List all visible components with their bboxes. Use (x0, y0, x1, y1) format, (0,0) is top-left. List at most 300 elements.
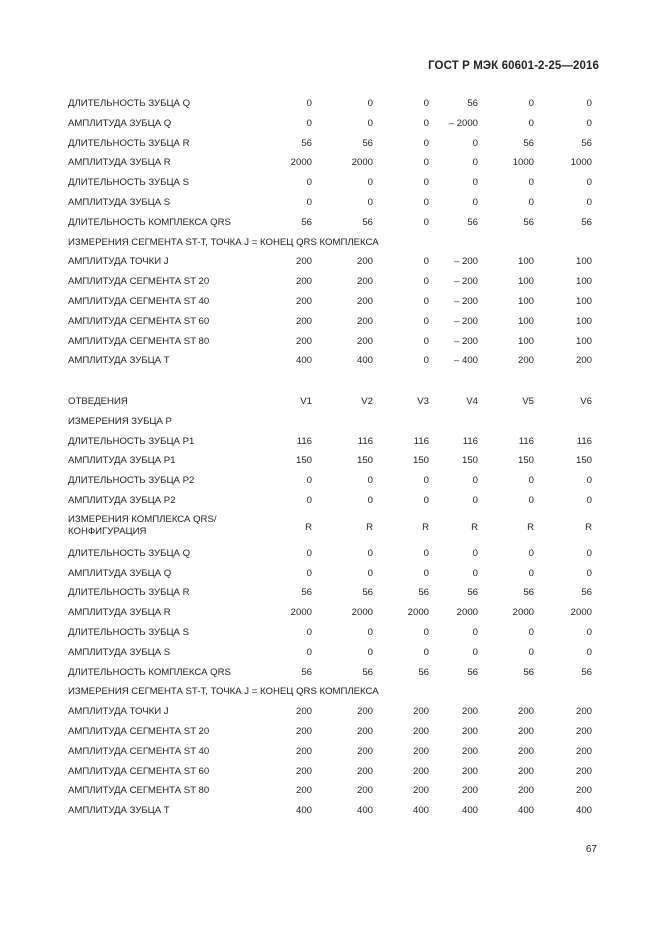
row-label: АМПЛИТУДА ТОЧКИ J (68, 706, 169, 718)
cell-value: 0 (306, 117, 312, 129)
table-row (68, 153, 595, 173)
cell-value: 116 (576, 435, 592, 447)
cell-value: 56 (301, 137, 312, 149)
cell-value: 200 (356, 785, 373, 797)
cell-value: R (422, 521, 429, 533)
cell-value: 0 (528, 646, 534, 658)
cell-value: 0 (306, 646, 312, 658)
cell-value: 200 (461, 785, 478, 797)
cell-value: V1 (300, 396, 312, 407)
cell-value: 0 (472, 157, 478, 169)
cell-value: 56 (362, 137, 373, 149)
cell-value: 0 (586, 547, 592, 559)
row-label: АМПЛИТУДА СЕГМЕНТА ST 40 (68, 295, 210, 307)
row-label: АМПЛИТУДА СЕГМЕНТА ST 80 (68, 335, 210, 347)
cell-value: 2000 (290, 157, 312, 169)
cell-value: V5 (522, 396, 534, 407)
table-row (68, 583, 595, 603)
cell-value: – 400 (453, 355, 478, 367)
row-label: АМПЛИТУДА ЗУБЦА P1 (68, 455, 176, 467)
cell-value: 56 (467, 98, 478, 109)
cell-value: 400 (356, 355, 373, 367)
cell-value: 0 (586, 196, 592, 208)
table-row (68, 781, 595, 801)
cell-value: 150 (517, 455, 534, 467)
table-row (68, 511, 595, 544)
cell-value: 100 (517, 256, 534, 268)
row-values (68, 213, 595, 233)
row-values (68, 332, 595, 352)
row-label: ОТВЕДЕНИЯ (68, 396, 128, 407)
cell-value: 200 (356, 256, 373, 268)
cell-value: – 200 (453, 276, 478, 288)
cell-value: 200 (295, 745, 312, 757)
row-label: ДЛИТЕЛЬНОСТЬ ЗУБЦА S (68, 626, 189, 638)
row-values (68, 292, 595, 312)
row-values (68, 801, 595, 821)
cell-value: V3 (417, 396, 429, 407)
cell-value: 0 (423, 276, 429, 288)
row-label: ИЗМЕРЕНИЯ СЕГМЕНТА ST-T, ТОЧКА J = КОНЕЦ QRS КОМПЛЕКСА (68, 686, 379, 698)
cell-value: 100 (575, 276, 592, 288)
table-row (68, 114, 595, 134)
cell-value: 0 (423, 494, 429, 506)
cell-value: 116 (357, 435, 373, 447)
cell-value: 0 (528, 567, 534, 579)
table-row (68, 762, 595, 782)
row-label: ИЗМЕРЕНИЯ ЗУБЦА P (68, 415, 172, 427)
cell-value: 56 (301, 666, 312, 678)
cell-value: 0 (423, 646, 429, 658)
table-row (68, 312, 595, 332)
cell-value: 2000 (290, 607, 312, 619)
table-row (68, 722, 595, 742)
table-row (68, 682, 595, 702)
cell-value: 0 (528, 117, 534, 129)
table-row (68, 544, 595, 564)
cell-value: 0 (306, 475, 312, 487)
row-label: ИЗМЕРЕНИЯ КОМПЛЕКСА QRS/КОНФИГУРАЦИЯ (68, 513, 217, 537)
row-values (68, 94, 595, 114)
row-label: ДЛИТЕЛЬНОСТЬ ЗУБЦА P1 (68, 435, 195, 447)
cell-value: 0 (528, 494, 534, 506)
cell-value: R (366, 521, 373, 533)
row-label: АМПЛИТУДА ЗУБЦА T (68, 805, 170, 817)
row-label: АМПЛИТУДА ЗУБЦА P2 (68, 494, 176, 506)
row-label: ДЛИТЕЛЬНОСТЬ ЗУБЦА R (68, 137, 190, 149)
cell-value: 0 (528, 475, 534, 487)
cell-value: 56 (362, 216, 373, 228)
row-values (68, 603, 595, 623)
cell-value: 100 (517, 315, 534, 327)
table-row (68, 801, 595, 821)
table-row (68, 173, 595, 193)
row-values (68, 134, 595, 154)
cell-value: 116 (296, 435, 312, 447)
row-label: ДЛИТЕЛЬНОСТЬ КОМПЛЕКСА QRS (68, 216, 231, 228)
cell-value: 150 (461, 455, 478, 467)
cell-value: 1000 (570, 157, 592, 169)
cell-value: 200 (295, 256, 312, 268)
row-values (68, 312, 595, 332)
cell-value: 200 (461, 745, 478, 757)
row-values (68, 781, 595, 801)
cell-value: 200 (575, 765, 592, 777)
cell-value: 100 (517, 335, 534, 347)
cell-value: 56 (581, 216, 592, 228)
table-row (68, 702, 595, 722)
cell-value: 56 (523, 137, 534, 149)
row-values (68, 153, 595, 173)
cell-value: 200 (412, 785, 429, 797)
cell-value: 56 (467, 666, 478, 678)
cell-value: 56 (581, 587, 592, 599)
row-values (68, 193, 595, 213)
cell-value: 0 (472, 567, 478, 579)
cell-value: 56 (523, 587, 534, 599)
cell-value: 0 (423, 256, 429, 268)
cell-value: 0 (472, 177, 478, 189)
row-values (68, 663, 595, 683)
cell-value: V6 (580, 396, 592, 407)
cell-value: – 200 (453, 335, 478, 347)
row-label: АМПЛИТУДА СЕГМЕНТА ST 20 (68, 725, 210, 737)
row-label: АМПЛИТУДА ЗУБЦА Q (68, 567, 172, 579)
cell-value: 200 (356, 706, 373, 718)
row-values (68, 583, 595, 603)
cell-value: 200 (356, 276, 373, 288)
cell-value: 200 (295, 276, 312, 288)
cell-value: V2 (361, 396, 373, 407)
row-values (68, 623, 595, 643)
cell-value: 56 (418, 587, 429, 599)
row-values (68, 471, 595, 491)
row-label: ДЛИТЕЛЬНОСТЬ ЗУБЦА P2 (68, 475, 195, 487)
cell-value: 2000 (351, 157, 373, 169)
cell-value: 0 (528, 177, 534, 189)
cell-value: 200 (517, 355, 534, 367)
cell-value: 2000 (351, 607, 373, 619)
page-number: 67 (585, 844, 597, 855)
table-row (68, 412, 595, 432)
cell-value: 150 (412, 455, 429, 467)
cell-value: 200 (295, 295, 312, 307)
cell-value: 0 (367, 626, 373, 638)
cell-value: 56 (418, 666, 429, 678)
row-label: АМПЛИТУДА СЕГМЕНТА ST 20 (68, 276, 210, 288)
table-row (68, 491, 595, 511)
row-label: АМПЛИТУДА СЕГМЕНТА ST 60 (68, 315, 210, 327)
row-label: АМПЛИТУДА ЗУБЦА S (68, 646, 171, 658)
cell-value: 56 (467, 216, 478, 228)
cell-value: 200 (517, 745, 534, 757)
cell-value: 200 (412, 765, 429, 777)
table-row (68, 663, 595, 683)
cell-value: 0 (367, 567, 373, 579)
cell-value: 56 (301, 216, 312, 228)
cell-value: R (527, 521, 534, 533)
cell-value: 200 (412, 725, 429, 737)
cell-value: 200 (517, 725, 534, 737)
row-label: ИЗМЕРЕНИЯ СЕГМЕНТА ST-T, ТОЧКА J = КОНЕЦ QRS КОМПЛЕКСА (68, 236, 379, 248)
cell-value: 400 (295, 805, 312, 817)
cell-value: R (305, 521, 312, 533)
row-values (68, 511, 595, 531)
row-label: АМПЛИТУДА СЕГМЕНТА ST 60 (68, 765, 210, 777)
cell-value: 200 (575, 745, 592, 757)
cell-value: 0 (367, 177, 373, 189)
row-label: АМПЛИТУДА ЗУБЦА R (68, 607, 171, 619)
table-row (68, 134, 595, 154)
cell-value: 0 (306, 567, 312, 579)
cell-value: 0 (423, 547, 429, 559)
cell-value: 0 (423, 295, 429, 307)
row-values (68, 491, 595, 511)
cell-value: 200 (517, 706, 534, 718)
cell-value: 0 (528, 196, 534, 208)
cell-value: 56 (523, 216, 534, 228)
cell-value: 150 (356, 455, 373, 467)
cell-value: R (585, 521, 592, 533)
row-label: АМПЛИТУДА ЗУБЦА Q (68, 117, 172, 129)
cell-value: 0 (423, 177, 429, 189)
table-row (68, 252, 595, 272)
row-values (68, 682, 595, 702)
cell-value: 200 (295, 315, 312, 327)
cell-value: 0 (306, 547, 312, 559)
cell-value: 0 (367, 117, 373, 129)
cell-value: 200 (356, 315, 373, 327)
row-label: ДЛИТЕЛЬНОСТЬ ЗУБЦА Q (68, 547, 191, 559)
cell-value: 0 (472, 196, 478, 208)
cell-value: 200 (356, 335, 373, 347)
cell-value: 0 (472, 137, 478, 149)
cell-value: 56 (581, 666, 592, 678)
cell-value: 0 (586, 177, 592, 189)
cell-value: – 200 (453, 256, 478, 268)
cell-value: 0 (423, 196, 429, 208)
cell-value: 0 (423, 626, 429, 638)
ecg-measurements-table-1 (68, 94, 595, 371)
cell-value: 0 (367, 98, 373, 109)
row-label: АМПЛИТУДА ЗУБЦА T (68, 355, 170, 367)
row-label: ДЛИТЕЛЬНОСТЬ ЗУБЦА R (68, 587, 190, 599)
cell-value: 1000 (512, 157, 534, 169)
cell-value: 200 (412, 745, 429, 757)
cell-value: 400 (356, 805, 373, 817)
cell-value: 200 (295, 725, 312, 737)
cell-value: 200 (412, 706, 429, 718)
cell-value: 400 (575, 805, 592, 817)
cell-value: 0 (306, 626, 312, 638)
row-values (68, 233, 595, 253)
cell-value: 100 (575, 335, 592, 347)
cell-value: 0 (586, 567, 592, 579)
cell-value: 0 (423, 117, 429, 129)
cell-value: 200 (295, 335, 312, 347)
row-values (68, 252, 595, 272)
table-row (68, 292, 595, 312)
row-values (68, 272, 595, 292)
table-row (68, 471, 595, 491)
cell-value: 200 (575, 725, 592, 737)
cell-value: 200 (461, 725, 478, 737)
cell-value: 0 (586, 117, 592, 129)
row-values (68, 702, 595, 722)
document-header: ГОСТ Р МЭК 60601-2-25—2016 (428, 60, 599, 72)
cell-value: 0 (423, 98, 429, 109)
cell-value: 0 (586, 494, 592, 506)
cell-value: 0 (423, 157, 429, 169)
cell-value: 0 (586, 626, 592, 638)
cell-value: 0 (423, 335, 429, 347)
cell-value: 0 (367, 494, 373, 506)
row-label: АМПЛИТУДА СЕГМЕНТА ST 40 (68, 745, 210, 757)
cell-value: 200 (517, 785, 534, 797)
cell-value: 400 (295, 355, 312, 367)
table-row (68, 451, 595, 471)
cell-value: 0 (423, 475, 429, 487)
cell-value: 200 (295, 765, 312, 777)
row-label: АМПЛИТУДА СЕГМЕНТА ST 80 (68, 785, 210, 797)
cell-value: 400 (461, 805, 478, 817)
cell-value: 100 (575, 295, 592, 307)
cell-value: 200 (295, 706, 312, 718)
table-row (68, 193, 595, 213)
cell-value: 200 (356, 295, 373, 307)
cell-value: 0 (367, 646, 373, 658)
cell-value: 200 (575, 355, 592, 367)
cell-value: 56 (362, 666, 373, 678)
cell-value: 0 (528, 626, 534, 638)
cell-value: 0 (367, 547, 373, 559)
cell-value: 0 (472, 494, 478, 506)
cell-value: 56 (523, 666, 534, 678)
row-values (68, 643, 595, 663)
table-row (68, 351, 595, 371)
table-row (68, 272, 595, 292)
cell-value: 150 (575, 455, 592, 467)
row-label: АМПЛИТУДА ТОЧКИ J (68, 256, 169, 268)
table-row (68, 233, 595, 253)
cell-value: R (471, 521, 478, 533)
cell-value: 2000 (407, 607, 429, 619)
cell-value: 400 (517, 805, 534, 817)
row-values (68, 412, 595, 432)
cell-value: 56 (467, 587, 478, 599)
cell-value: 0 (586, 475, 592, 487)
row-label: ДЛИТЕЛЬНОСТЬ ЗУБЦА S (68, 177, 189, 189)
table-row (68, 603, 595, 623)
cell-value: 116 (518, 435, 534, 447)
row-label: ДЛИТЕЛЬНОСТЬ ЗУБЦА Q (68, 98, 191, 109)
cell-value: 0 (423, 216, 429, 228)
cell-value: – 2000 (448, 117, 478, 129)
table-row (68, 432, 595, 452)
row-values (68, 564, 595, 584)
cell-value: 200 (356, 745, 373, 757)
cell-value: 0 (423, 315, 429, 327)
cell-value: 0 (306, 494, 312, 506)
cell-value: 200 (461, 765, 478, 777)
cell-value: 100 (517, 276, 534, 288)
cell-value: 0 (423, 567, 429, 579)
table-row (68, 94, 595, 114)
cell-value: 100 (517, 295, 534, 307)
row-values (68, 451, 595, 471)
ecg-measurements-table-2 (68, 392, 595, 821)
cell-value: 100 (575, 256, 592, 268)
cell-value: 0 (528, 547, 534, 559)
cell-value: 56 (301, 587, 312, 599)
cell-value: 56 (581, 137, 592, 149)
cell-value: 0 (423, 355, 429, 367)
row-values (68, 742, 595, 762)
table-row (68, 623, 595, 643)
row-values (68, 544, 595, 564)
table-row (68, 643, 595, 663)
row-label: АМПЛИТУДА ЗУБЦА R (68, 157, 171, 169)
cell-value: 0 (423, 137, 429, 149)
table-row (68, 332, 595, 352)
cell-value: 116 (462, 435, 478, 447)
cell-value: 200 (517, 765, 534, 777)
cell-value: 2000 (456, 607, 478, 619)
row-values (68, 392, 595, 412)
cell-value: 400 (412, 805, 429, 817)
cell-value: 0 (586, 646, 592, 658)
cell-value: 100 (575, 315, 592, 327)
cell-value: V4 (466, 396, 478, 407)
cell-value: 200 (575, 785, 592, 797)
cell-value: 200 (356, 725, 373, 737)
cell-value: – 200 (453, 315, 478, 327)
cell-value: 0 (472, 626, 478, 638)
row-label: ДЛИТЕЛЬНОСТЬ КОМПЛЕКСА QRS (68, 666, 231, 678)
table-row (68, 392, 595, 412)
cell-value: 2000 (512, 607, 534, 619)
row-values (68, 173, 595, 193)
cell-value: 0 (472, 646, 478, 658)
cell-value: 0 (306, 98, 312, 109)
cell-value: 0 (528, 98, 534, 109)
table-row (68, 742, 595, 762)
cell-value: 0 (586, 98, 592, 109)
cell-value: 0 (306, 177, 312, 189)
cell-value: 150 (295, 455, 312, 467)
cell-value: 2000 (570, 607, 592, 619)
cell-value: 200 (356, 765, 373, 777)
row-values (68, 722, 595, 742)
cell-value: 0 (472, 475, 478, 487)
table-row (68, 564, 595, 584)
cell-value: 0 (367, 475, 373, 487)
row-values (68, 762, 595, 782)
row-values (68, 114, 595, 134)
row-values (68, 432, 595, 452)
cell-value: 56 (362, 587, 373, 599)
table-row (68, 213, 595, 233)
cell-value: 0 (367, 196, 373, 208)
cell-value: 0 (472, 547, 478, 559)
cell-value: 200 (575, 706, 592, 718)
cell-value: 200 (461, 706, 478, 718)
cell-value: 0 (306, 196, 312, 208)
row-label: АМПЛИТУДА ЗУБЦА S (68, 196, 171, 208)
cell-value: 116 (413, 435, 429, 447)
row-values (68, 351, 595, 371)
cell-value: – 200 (453, 295, 478, 307)
